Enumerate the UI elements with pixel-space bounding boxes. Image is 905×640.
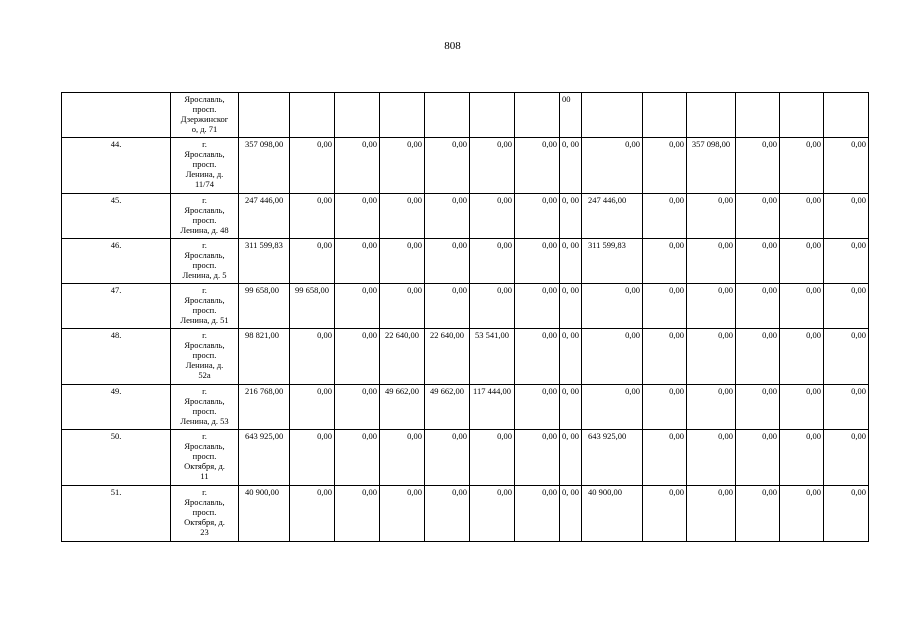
value-cell: 0,00 [780,138,824,194]
address-line: Ярославль, [184,250,225,260]
row-number: 49. [62,385,171,430]
address-line: г. [202,139,207,149]
address-line: Ярославль, [184,149,225,159]
value-cell: 0,00 [582,385,643,430]
table-row [62,138,869,194]
value-cell: 0,00 [780,430,824,486]
address-line: Ярославль, [184,497,225,507]
address-line: о, д. 71 [191,124,218,134]
value-cell: 0,00 [425,138,470,194]
row-number: 47. [62,284,171,329]
address-line: просп. [192,451,217,461]
address-line: просп. [192,104,217,114]
row-number [62,93,171,138]
value-cell: 0, 00 [560,486,582,542]
value-cell: 117 444,00 [470,385,515,430]
value-cell: 0,00 [643,194,687,239]
value-cell: 0,00 [582,329,643,385]
value-cell: 0,00 [736,430,780,486]
address-line: Ярославль, [184,441,225,451]
value-cell [687,93,736,138]
value-cell: 0,00 [470,138,515,194]
address-line: г. [202,195,207,205]
value-cell: 0,00 [824,239,869,284]
address-line: Ленина, д. 5 [182,270,227,280]
value-cell: 0,00 [687,430,736,486]
address-line: просп. [192,305,217,315]
value-cell: 40 900,00 [239,486,290,542]
value-cell: 0,00 [380,239,425,284]
value-cell: 0,00 [687,329,736,385]
value-cell: 0,00 [425,194,470,239]
value-cell: 0,00 [515,284,560,329]
table-body [62,93,869,542]
value-cell: 0,00 [582,284,643,329]
row-number: 44. [62,138,171,194]
value-cell: 0,00 [824,284,869,329]
address-cell [171,239,239,284]
address-line: просп. [192,406,217,416]
table-row [62,486,869,542]
row-number: 46. [62,239,171,284]
value-cell: 247 446,00 [239,194,290,239]
value-cell [582,93,643,138]
value-cell: 0,00 [687,194,736,239]
table-row [62,430,869,486]
address-line: просп. [192,260,217,270]
table-row [62,239,869,284]
value-cell: 643 925,00 [582,430,643,486]
value-cell: 0,00 [290,486,335,542]
value-cell: 0,00 [780,385,824,430]
address-line: г. [202,431,207,441]
address-line: г. [202,386,207,396]
value-cell [380,93,425,138]
address-cell [171,385,239,430]
value-cell: 0,00 [824,486,869,542]
address-line: Ярославль, [184,295,225,305]
value-cell: 0,00 [335,194,380,239]
address-line: г. [202,487,207,497]
value-cell: 0,00 [780,284,824,329]
table-row [62,329,869,385]
value-cell: 0,00 [780,239,824,284]
value-cell: 0,00 [425,430,470,486]
value-cell: 0,00 [425,284,470,329]
row-number: 45. [62,194,171,239]
value-cell: 0,00 [515,430,560,486]
address-line: просп. [192,350,217,360]
value-cell: 22 640,00 [380,329,425,385]
value-cell: 0,00 [643,385,687,430]
value-cell: 0,00 [335,430,380,486]
table-row [62,385,869,430]
value-cell: 0,00 [824,430,869,486]
value-cell: 0,00 [687,486,736,542]
value-cell: 0,00 [736,486,780,542]
address-line: Ярославль, [184,94,225,104]
address-line: г. [202,285,207,295]
value-cell: 0, 00 [560,329,582,385]
value-cell: 0,00 [290,194,335,239]
address-line: просп. [192,215,217,225]
value-cell: 0,00 [515,194,560,239]
value-cell: 0,00 [736,138,780,194]
value-cell: 0,00 [515,486,560,542]
value-cell [515,93,560,138]
address-line: Ярославль, [184,205,225,215]
value-cell: 216 768,00 [239,385,290,430]
address-cell [171,284,239,329]
value-cell: 40 900,00 [582,486,643,542]
value-cell: 0,00 [425,239,470,284]
value-cell: 0,00 [687,239,736,284]
address-line: г. [202,240,207,250]
value-cell: 0,00 [335,486,380,542]
value-cell: 0,00 [643,430,687,486]
value-cell: 0,00 [470,284,515,329]
value-cell: 0, 00 [560,284,582,329]
value-cell: 0,00 [380,194,425,239]
value-cell [425,93,470,138]
value-cell: 99 658,00 [290,284,335,329]
row-number: 50. [62,430,171,486]
value-cell: 0,00 [470,194,515,239]
value-cell: 0,00 [335,138,380,194]
value-cell: 0,00 [380,138,425,194]
table-row [62,284,869,329]
value-cell: 0,00 [687,284,736,329]
value-cell: 0,00 [824,329,869,385]
value-cell: 247 446,00 [582,194,643,239]
value-cell: 0,00 [290,138,335,194]
value-cell: 0,00 [470,486,515,542]
page-number: 808 [444,40,461,52]
value-cell [824,93,869,138]
value-cell: 0,00 [335,239,380,284]
value-cell: 0,00 [824,194,869,239]
address-cell [171,93,239,138]
address-line: Октября, д. [184,517,225,527]
value-cell: 311 599,83 [582,239,643,284]
value-cell: 0,00 [470,239,515,284]
value-cell: 0,00 [380,284,425,329]
value-cell: 0, 00 [560,194,582,239]
address-line: Ярославль, [184,396,225,406]
value-cell: 98 821,00 [239,329,290,385]
value-cell: 0,00 [736,284,780,329]
value-cell: 0,00 [290,329,335,385]
value-cell: 49 662,00 [425,385,470,430]
value-cell: 0,00 [643,486,687,542]
value-cell [643,93,687,138]
address-line: 23 [200,527,209,537]
value-cell: 0,00 [582,138,643,194]
value-cell: 0, 00 [560,385,582,430]
value-cell: 0,00 [736,329,780,385]
value-cell: 0,00 [335,385,380,430]
value-cell [780,93,824,138]
address-line: 11/74 [194,179,215,189]
value-cell: 643 925,00 [239,430,290,486]
value-cell: 0,00 [824,385,869,430]
address-line: 52а [198,370,211,380]
value-cell: 0,00 [470,430,515,486]
value-cell: 0,00 [780,194,824,239]
value-cell: 0,00 [736,239,780,284]
table-row [62,194,869,239]
address-cell [171,194,239,239]
value-cell: 49 662,00 [380,385,425,430]
value-cell: 0,00 [335,329,380,385]
value-cell [239,93,290,138]
address-line: Ленина, д. [185,169,224,179]
value-cell [736,93,780,138]
value-cell: 0,00 [643,329,687,385]
value-cell: 0,00 [687,385,736,430]
value-cell: 0,00 [290,385,335,430]
value-cell: 311 599,83 [239,239,290,284]
value-cell [470,93,515,138]
register-table [61,92,869,542]
address-cell [171,329,239,385]
value-cell: 0,00 [736,385,780,430]
value-cell: 0,00 [335,284,380,329]
value-cell [290,93,335,138]
address-line: Ленина, д. 53 [180,416,229,426]
value-cell: 0,00 [515,385,560,430]
value-cell: 0,00 [824,138,869,194]
address-line: просп. [192,159,217,169]
value-cell: 0,00 [515,138,560,194]
value-cell: 357 098,00 [239,138,290,194]
value-cell: 22 640,00 [425,329,470,385]
address-line: Ярославль, [184,340,225,350]
value-cell: 0,00 [380,486,425,542]
value-cell: 0,00 [643,138,687,194]
value-cell: 0,00 [515,329,560,385]
address-line: Ленина, д. 48 [180,225,229,235]
address-line: просп. [192,507,217,517]
value-cell: 53 541,00 [470,329,515,385]
value-cell: 0,00 [643,284,687,329]
value-cell [335,93,380,138]
value-cell: 0,00 [515,239,560,284]
value-cell: 0,00 [736,194,780,239]
value-cell: 0, 00 [560,239,582,284]
row-number: 51. [62,486,171,542]
value-cell: 0,00 [380,430,425,486]
address-line: Ленина, д. [185,360,224,370]
address-line: 11 [200,471,209,481]
table-row [62,93,869,138]
value-cell: 0,00 [780,486,824,542]
address-line: г. [202,330,207,340]
address-line: Ленина, д. 51 [180,315,229,325]
row-number: 48. [62,329,171,385]
value-cell: 0,00 [290,430,335,486]
value-cell: 0,00 [780,329,824,385]
value-cell: 99 658,00 [239,284,290,329]
value-cell: 00 [560,93,582,138]
value-cell: 0,00 [290,239,335,284]
address-line: Дзержинског [180,114,229,124]
address-line: Октября, д. [184,461,225,471]
value-cell: 0, 00 [560,430,582,486]
value-cell: 0, 00 [560,138,582,194]
value-cell: 0,00 [643,239,687,284]
value-cell: 357 098,00 [687,138,736,194]
address-cell [171,430,239,486]
value-cell: 0,00 [425,486,470,542]
address-cell [171,138,239,194]
address-cell [171,486,239,542]
